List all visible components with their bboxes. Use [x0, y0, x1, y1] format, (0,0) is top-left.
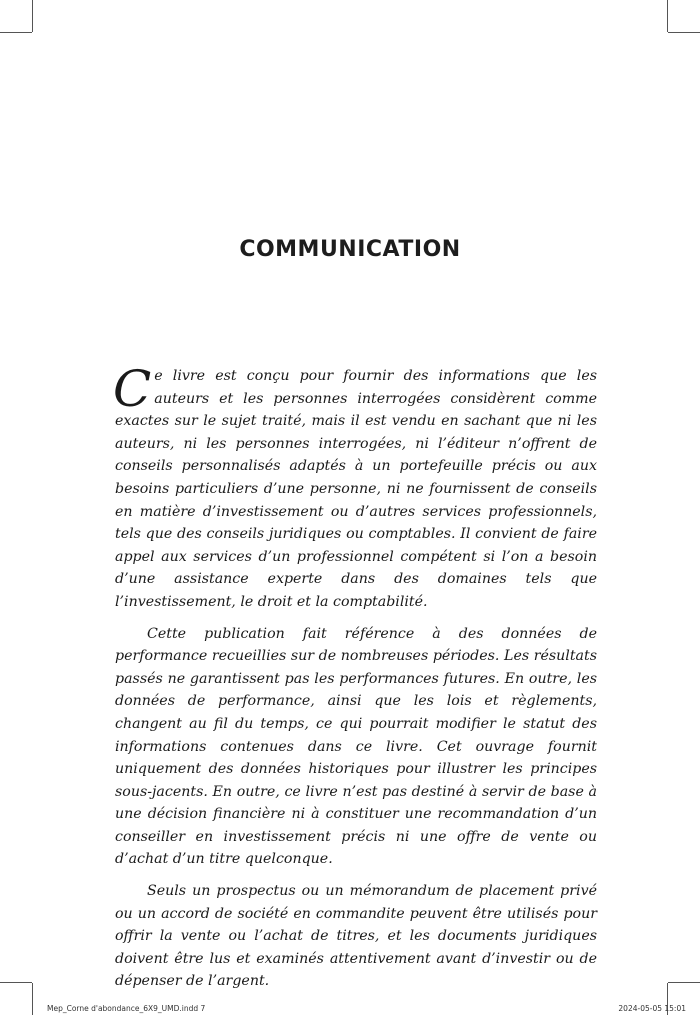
body-text	[113, 360, 597, 1002]
crop-mark-top-left	[32, 0, 33, 32]
page-title: COMMUNICATION	[239, 236, 461, 262]
crop-mark-bottom-right-h	[668, 982, 700, 983]
crop-mark-bottom-left-h	[0, 982, 32, 983]
crop-mark-top-left-h	[0, 32, 32, 33]
paragraph-1	[113, 360, 597, 614]
paragraph-3: Seuls un prospectus ou un mémorandum de placement privé ou un accord de société en commandite peuvent être utilisés pour offrir la vente ou l’achat de titres, et les documents juridiques doivent être lus et examinés attentivement avant d’investir ou de dépenser de l’argent.	[115, 883, 597, 990]
paragraph-1-text: e livre est conçu pour fournir des informations que les auteurs et les personnes interrogées considèrent comme exactes sur le sujet traité, mais il est vendu en sachant que ni les auteurs, ni les personnes interrogées, ni l’éditeur n’offrent de conseils personnalisés adaptés à un portefeuille précis ou aux besoins particuliers d’une personne, ni ne fournissent de conseils en matière d’investissement ou d’autres services professionnels, tels que des conseils juridiques ou comptables. Il convient de faire appel aux services d’un professionnel compétent si l’on a besoin d’une assistance experte dans des domaines tels que l’investissement, le droit et la comptabilité.	[115, 368, 597, 610]
slug-file-info: Mep_Corne d'abondance_6X9_UMD.indd 7	[47, 1004, 206, 1013]
paragraph-2: Cette publication fait référence à des données de performance recueillies sur de nombreuses périodes. Les résultats passés ne garantissent pas les performances futures. En outre, les données de performance, ainsi que les lois et règlements, changent au fil du temps, ce qui pourrait modifier le statut des informations contenues dans ce livre. Cet ouvrage fournit uniquement des données historiques pour illustrer les principes sous-jacents. En outre, ce livre n’est pas destiné à servir de base à une décision financière ni à constituer une recommandation d’un conseiller en investissement précis ni une offre de vente ou d’achat d’un titre quelconque.	[115, 625, 597, 868]
crop-mark-top-right-h	[668, 32, 700, 33]
crop-mark-bottom-left	[32, 983, 33, 1015]
crop-mark-top-right	[667, 0, 668, 32]
slug-datetime: 2024-05-05 15:01	[618, 1004, 686, 1013]
drop-cap: C	[113, 360, 152, 418]
